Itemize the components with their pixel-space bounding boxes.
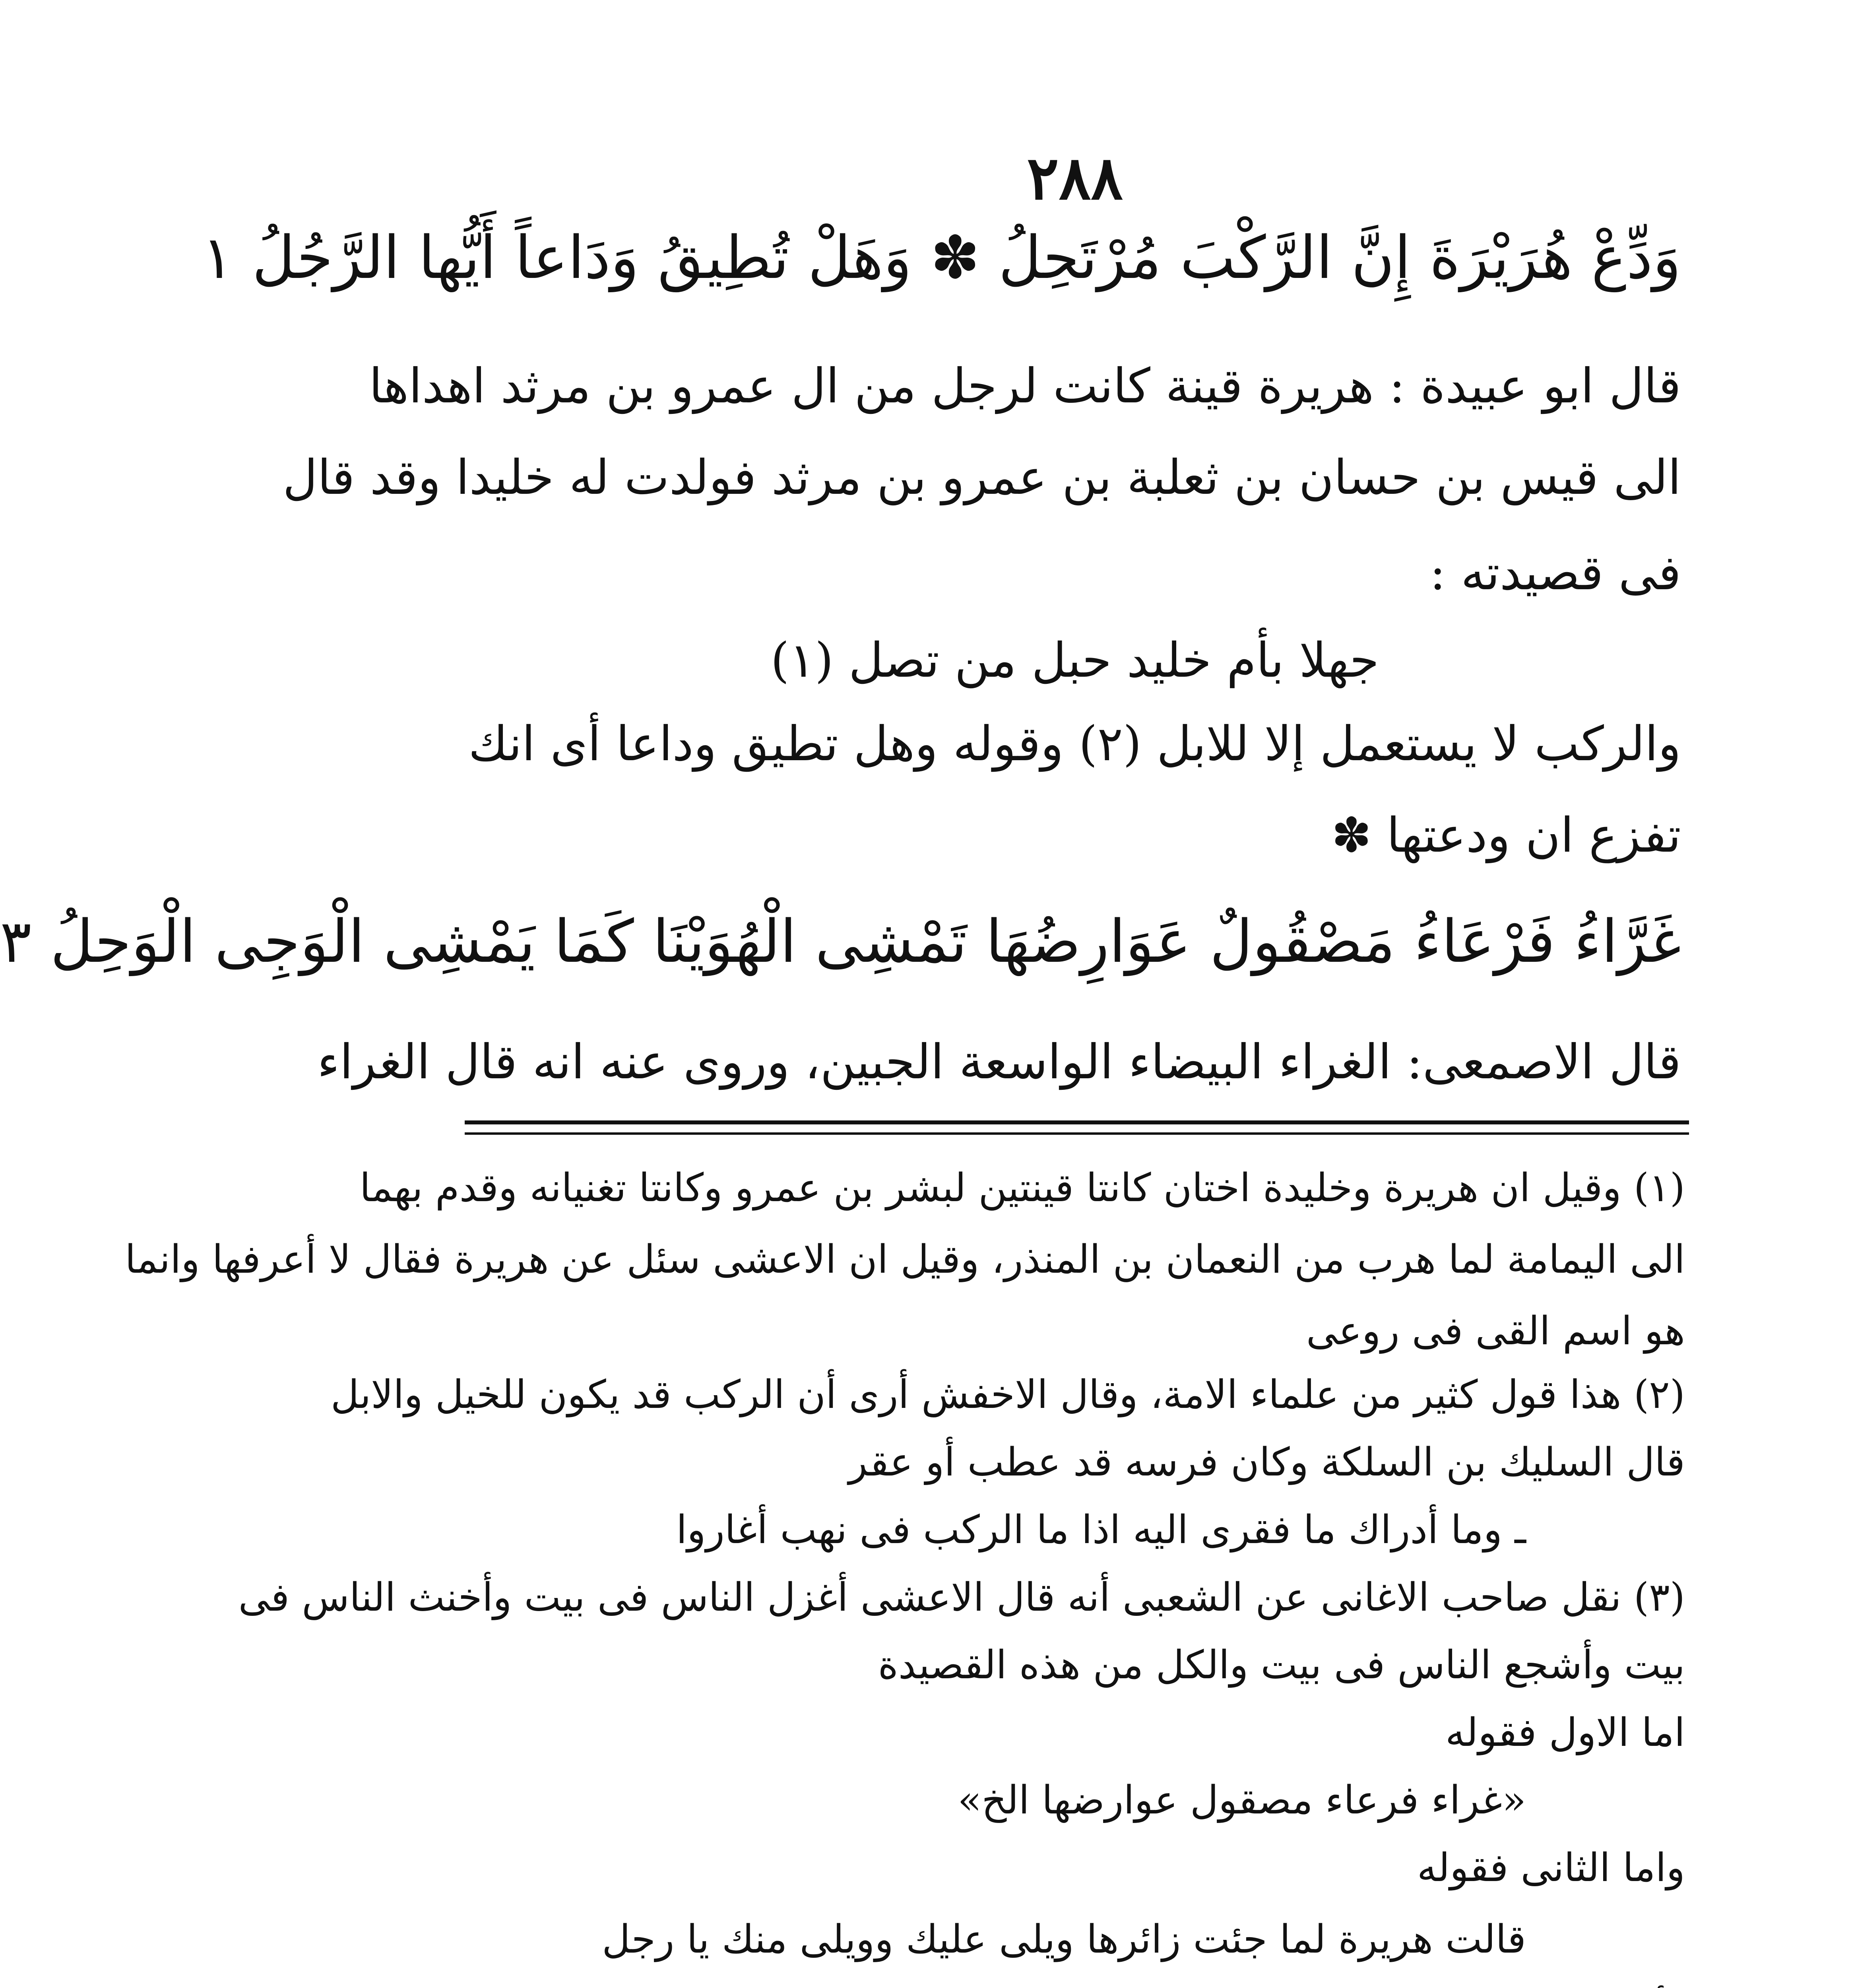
footnote-line: (٣) نقل صاحب الاغانى عن الشعبى أنه قال الاعشى أغزل الناس فى بيت وأخنث الناس فى xyxy=(238,1575,1685,1620)
paragraph-line: فى قصيدته : xyxy=(1429,546,1681,601)
footnote-line: الى اليمامة لما هرب من النعمان بن المنذر، وقيل ان الاعشى سئل عن هريرة فقال لا أعرفها وانما xyxy=(125,1237,1685,1282)
footnote-separator-rule xyxy=(465,1120,1689,1124)
footnote-line: قال السليك بن السلكة وكان فرسه قد عطب أو عقر xyxy=(848,1440,1685,1485)
footnote-line: اما الاول فقوله xyxy=(1445,1710,1685,1755)
quoted-hemistich: جهلا بأم خليد حبل من تصل (١) xyxy=(770,633,1379,688)
paragraph-line: قال ابو عبيدة : هريرة قينة كانت لرجل من ال عمرو بن مرثد اهداها xyxy=(369,359,1681,414)
footnote-line: (٢) هذا قول كثير من علماء الامة، وقال الاخفش أرى أن الركب قد يكون للخيل والابل xyxy=(330,1372,1685,1417)
footnote-separator-rule xyxy=(465,1132,1689,1135)
verse-line-1: وَدِّعْ هُرَيْرَةَ إِنَّ الرَّكْبَ مُرْتَحِلُ ✽ وَهَلْ تُطِيقُ وَدَاعاً أَيُّها الرَّجُلُ ١ xyxy=(202,223,1681,292)
footnote-line: واما الثانى فقوله xyxy=(1417,1845,1685,1891)
paragraph-line: والركب لا يستعمل إلا للابل (٢) وقوله وهل تطيق وداعا أى انك xyxy=(468,716,1681,772)
paragraph-line: تفزع ان ودعتها ✽ xyxy=(1331,808,1681,863)
footnote-line: هو اسم القى فى روعى xyxy=(1306,1309,1685,1354)
paragraph-line: الى قيس بن حسان بن ثعلبة بن عمرو بن مرثد فولدت له خليدا وقد قال xyxy=(283,450,1681,505)
footnote-quote: «غراء فرعاء مصقول عوارضها الخ» xyxy=(958,1778,1526,1823)
footnote-verse: قالت هريرة لما جئت زائرها ويلى عليك وويلى منك يا رجل xyxy=(602,1917,1526,1962)
page-number: ٢٨٨ xyxy=(1027,143,1123,213)
footnote-line: بيت وأشجع الناس فى بيت والكل من هذه القصيدة xyxy=(878,1642,1685,1688)
footnote-verse: ـ وما أدراك ما فقرى اليه اذا ما الركب فى نهب أغاروا xyxy=(676,1507,1526,1553)
verse-line-2: غَرَّاءُ فَرْعَاءُ مَصْقُولٌ عَوَارِضُهَا تَمْشِى الْهُوَيْنَا كَمَا يَمْشِى الْوَجِى الْوَحِلُ ٣ xyxy=(0,907,1681,976)
paragraph-line: قال الاصمعى: الغراء البيضاء الواسعة الجبين، وروى عنه انه قال الغراء xyxy=(317,1035,1681,1090)
footnote-line: (١) وقيل ان هريرة وخليدة اختان كانتا قينتين لبشر بن عمرو وكانتا تغنيانه وقدم بهما xyxy=(359,1165,1685,1211)
